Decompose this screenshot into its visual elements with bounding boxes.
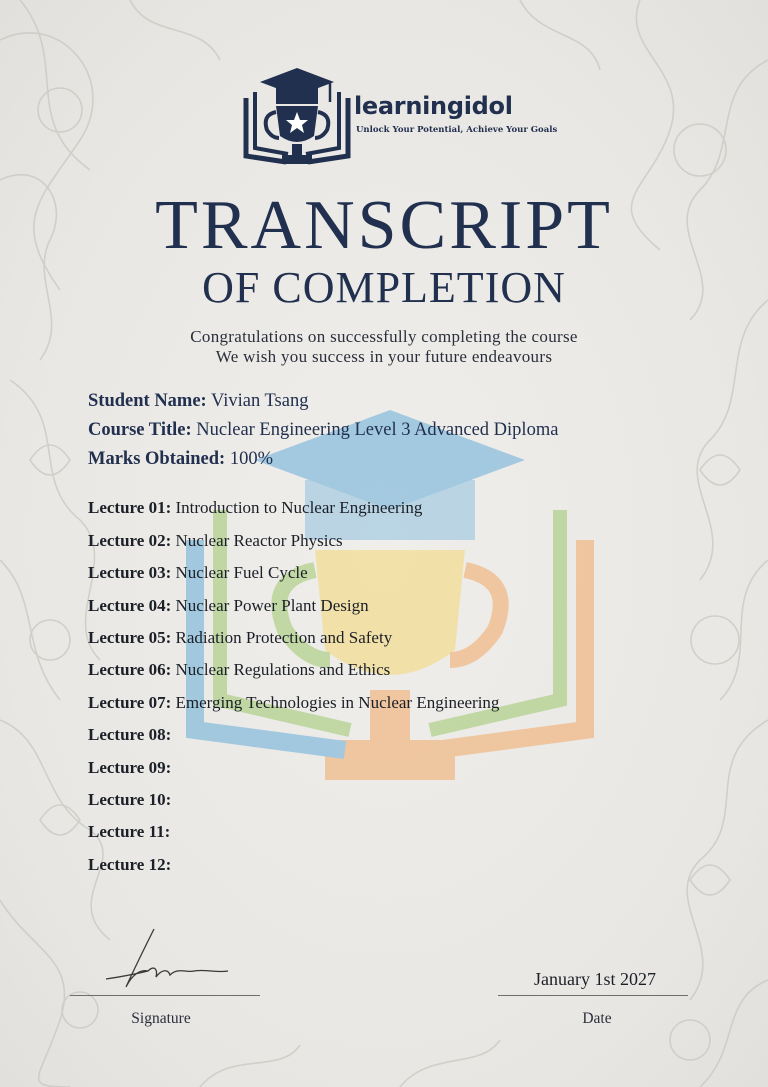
lecture-label: Lecture 01: xyxy=(88,498,172,517)
lecture-label: Lecture 08: xyxy=(88,725,172,744)
marks-value: 100% xyxy=(229,449,274,469)
lecture-row xyxy=(88,758,171,778)
brand-tagline: Unlock Your Potential, Achieve Your Goals xyxy=(356,125,558,135)
date-value: January 1st 2027 xyxy=(534,969,656,989)
student-name-label: Student Name: xyxy=(88,391,207,411)
marks-label: Marks Obtained: xyxy=(88,449,226,469)
lecture-row xyxy=(88,660,390,680)
lecture-label: Lecture 10: xyxy=(88,790,172,809)
lecture-row xyxy=(88,790,171,810)
lecture-title: Introduction to Nuclear Engineering xyxy=(175,498,423,517)
course-title-row xyxy=(88,420,558,441)
brand-logo-icon xyxy=(242,66,352,170)
date-label: Date xyxy=(582,1010,612,1027)
signature-line xyxy=(70,995,260,996)
lecture-row xyxy=(88,596,369,616)
lecture-title: Nuclear Reactor Physics xyxy=(175,531,343,550)
lecture-row xyxy=(88,498,422,518)
signature-label: Signature xyxy=(131,1010,191,1027)
certificate-subtitle: OF COMPLETION xyxy=(202,263,566,312)
course-title-label: Course Title: xyxy=(88,420,192,440)
lecture-label: Lecture 11: xyxy=(88,822,171,841)
lecture-row xyxy=(88,725,171,745)
congratulations-line-2: We wish you success in your future endeavours xyxy=(215,347,553,366)
lecture-label: Lecture 06: xyxy=(88,660,172,679)
lecture-row xyxy=(88,531,343,551)
lecture-row xyxy=(88,822,170,842)
lecture-label: Lecture 04: xyxy=(88,596,172,615)
lecture-title: Radiation Protection and Safety xyxy=(175,628,393,647)
lecture-title: Nuclear Regulations and Ethics xyxy=(175,660,391,679)
brand-name: learningidol xyxy=(354,92,513,120)
lecture-title: Nuclear Power Plant Design xyxy=(175,596,369,615)
lecture-title: Emerging Technologies in Nuclear Engineering xyxy=(175,693,500,712)
lecture-label: Lecture 02: xyxy=(88,531,172,550)
lecture-label: Lecture 03: xyxy=(88,563,172,582)
lecture-row xyxy=(88,563,308,583)
handwritten-signature-icon xyxy=(96,925,236,995)
lecture-row xyxy=(88,693,499,713)
lecture-row xyxy=(88,628,392,648)
student-name-row xyxy=(88,391,308,412)
lecture-title: Nuclear Fuel Cycle xyxy=(175,563,308,582)
certificate-title: TRANSCRIPT xyxy=(155,187,613,264)
lecture-label: Lecture 09: xyxy=(88,758,172,777)
lecture-label: Lecture 07: xyxy=(88,693,172,712)
lecture-row xyxy=(88,855,171,875)
congratulations-line-1: Congratulations on successfully completing the course xyxy=(190,327,578,346)
lecture-label: Lecture 05: xyxy=(88,628,172,647)
student-name-value: Vivian Tsang xyxy=(211,391,309,411)
marks-row xyxy=(88,449,273,470)
course-title-value: Nuclear Engineering Level 3 Advanced Diploma xyxy=(196,420,559,440)
date-line xyxy=(498,995,688,996)
lecture-label: Lecture 12: xyxy=(88,855,172,874)
